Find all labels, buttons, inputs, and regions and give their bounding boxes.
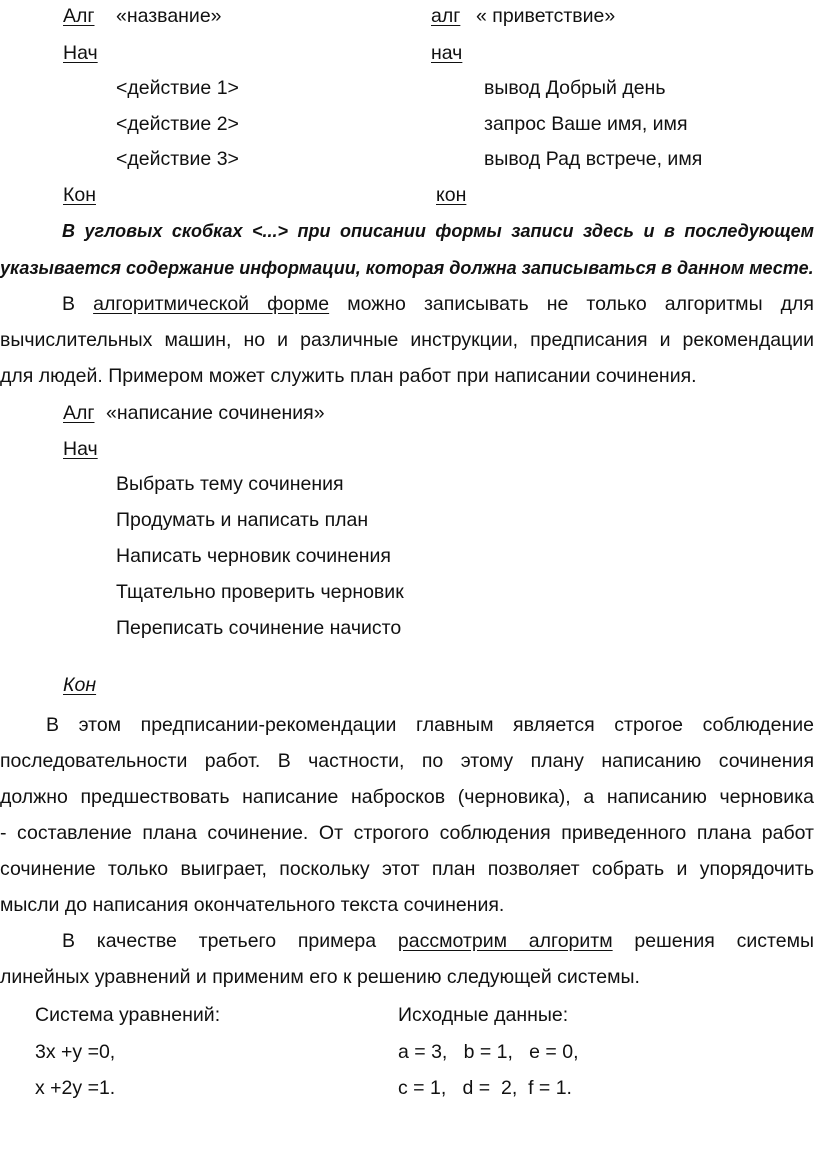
link-consider-algorithm[interactable]: рассмотрим алгоритм (397, 930, 613, 952)
step-line: Выбрать тему сочинения (116, 473, 344, 495)
action-line: <действие 1> (116, 77, 239, 99)
step-line: Тщательно проверить черновик (116, 581, 404, 603)
paragraph-line: мысли до написания окончательного текста сочинения. (0, 894, 505, 916)
paragraph-line: сочинение только выиграет, поскольку этот план позволяет собрать и упорядочить (0, 858, 814, 880)
alg-keyword: Алг (63, 402, 95, 424)
paragraph-line: В алгоритмической форме можно записывать не только алгоритмы для (62, 293, 814, 315)
note-line: В угловых скобках <...> при описании формы записи здесь и в последующем (62, 221, 814, 241)
paragraph-line: должно предшествовать написание набросков (черновика), а написанию черновика (0, 786, 814, 808)
nach-keyword: нач (431, 42, 463, 64)
alg-title: «название» (116, 5, 222, 27)
alg-keyword: алг (431, 5, 461, 27)
kon-keyword: Кон (63, 184, 96, 206)
nach-keyword: Нач (63, 42, 98, 64)
step-line: Переписать сочинение начисто (116, 617, 402, 639)
paragraph-line: последовательности работ. В частности, по этому плану написанию сочинения (0, 750, 814, 772)
input-data-header: Исходные данные: (398, 1004, 569, 1026)
equation: x +2y =1. (35, 1077, 116, 1099)
link-algorithmic-form[interactable]: алгоритмической форме (93, 293, 330, 315)
kon-keyword: Кон (63, 674, 97, 696)
action-line: вывод Рад встрече, имя (484, 148, 703, 170)
nach-keyword: Нач (63, 438, 98, 460)
paragraph-line: вычислительных машин, но и различные инструкции, предписания и рекомендации (0, 329, 814, 351)
input-data-row: a = 3, b = 1, e = 0, (398, 1041, 579, 1063)
alg-keyword: Алг (63, 5, 95, 27)
action-line: вывод Добрый день (484, 77, 666, 99)
paragraph-line: - составление плана сочинение. От строгого соблюдения приведенного плана работ (0, 822, 814, 844)
action-line: запрос Ваше имя, имя (484, 113, 688, 135)
system-header: Система уравнений: (35, 1004, 221, 1026)
equation: 3x +y =0, (35, 1041, 116, 1063)
step-line: Написать черновик сочинения (116, 545, 391, 567)
paragraph-line: В этом предписании-рекомендации главным является строгое соблюдение (46, 714, 814, 736)
paragraph-line: В качестве третьего примера рассмотрим алгоритм решения системы (62, 930, 815, 952)
note-line: указывается содержание информации, которая должна записываться в данном месте. (0, 258, 814, 278)
alg-title: « приветствие» (476, 5, 616, 27)
paragraph-line: для людей. Примером может служить план работ при написании сочинения. (0, 365, 697, 387)
alg-title: «написание сочинения» (106, 402, 325, 424)
step-line: Продумать и написать план (116, 509, 369, 531)
action-line: <действие 2> (116, 113, 239, 135)
kon-keyword: кон (436, 184, 467, 206)
paragraph-line: линейных уравнений и применим его к решению следующей системы. (0, 966, 640, 988)
action-line: <действие 3> (116, 148, 239, 170)
input-data-row: c = 1, d = 2, f = 1. (398, 1077, 572, 1099)
